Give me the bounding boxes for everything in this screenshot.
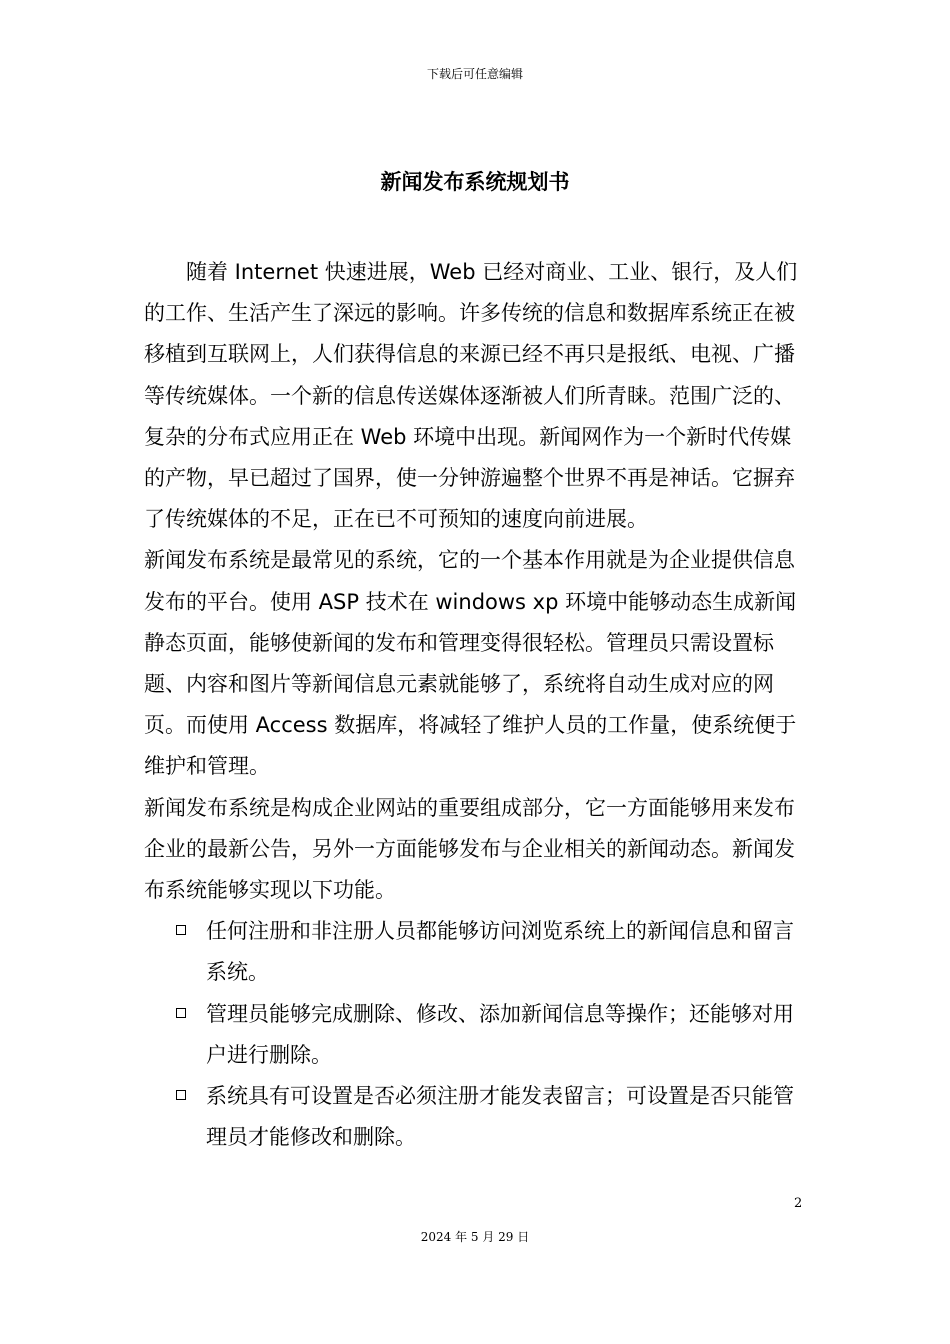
feature-text: 任何注册和非注册人员都能够访问浏览系统上的新闻信息和留言系统。 bbox=[206, 919, 794, 985]
paragraph-system-description: 新闻发布系统是最常见的系统，它的一个基本作用就是为企业提供信息发布的平台。使用 ASP 技术在 windows xp 环境中能够动态生成新闻静态页面，能够使新闻的发布和管理变得很轻松。管理员只需设置标题、内容和图片等新闻信息元素就能够了，系统将自动生成对应的网页。而使用 Access 数据库，将减轻了维护人员的工作量，使系统便于维护和管理。 bbox=[144, 548, 797, 779]
document-body bbox=[144, 252, 808, 1158]
list-item bbox=[144, 911, 808, 993]
document-title: 新闻发布系统规划书 bbox=[380, 170, 570, 194]
checkbox-bullet-icon bbox=[176, 1090, 186, 1100]
list-item bbox=[144, 1076, 808, 1158]
footer-date: 2024 年 5 月 29 日 bbox=[420, 1230, 530, 1244]
feature-list bbox=[144, 911, 808, 1158]
feature-text: 管理员能够完成删除、修改、添加新闻信息等操作；还能够对用户进行删除。 bbox=[206, 1001, 794, 1067]
paragraph-intro: 随着 Internet 快速进展，Web 已经对商业、工业、银行，及人们的工作、生活产生了深远的影响。许多传统的信息和数据库系统正在被移植到互联网上，人们获得信息的来源已经不再只是报纸、电视、广播等传统媒体。一个新的信息传送媒体逐渐被人们所青睐。范围广泛的、复杂的分布式应用正在 Web 环境中出现。新闻网作为一个新时代传媒的产物，早已超过了国界，使一分钟游遍整个世界不再是神话。它摒弃了传统媒体的不足，正在已不可预知的速度向前进展。 bbox=[144, 260, 798, 532]
feature-text: 系统具有可设置是否必须注册才能发表留言；可设置是否只能管理员才能修改和删除。 bbox=[206, 1084, 794, 1150]
header-note: 下载后可任意编辑 bbox=[426, 67, 523, 81]
checkbox-bullet-icon bbox=[176, 925, 186, 935]
list-item bbox=[144, 994, 808, 1076]
checkbox-bullet-icon bbox=[176, 1008, 186, 1018]
page-number: 2 bbox=[794, 1196, 803, 1211]
paragraph-system-role: 新闻发布系统是构成企业网站的重要组成部分，它一方面能够用来发布企业的最新公告，另外一方面能够发布与企业相关的新闻动态。新闻发布系统能够实现以下功能。 bbox=[144, 795, 795, 903]
